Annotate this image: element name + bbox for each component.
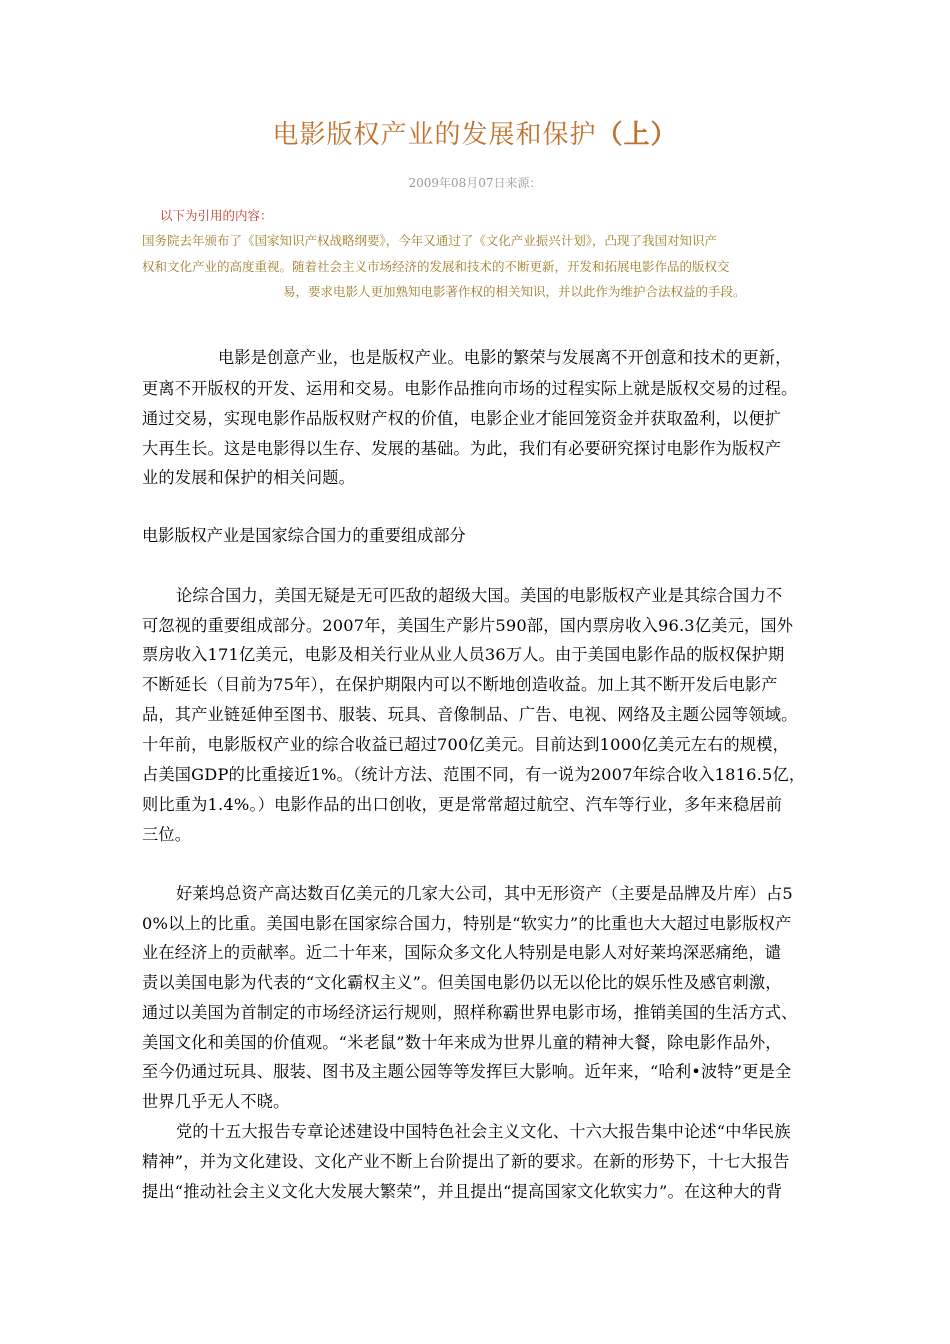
paragraph-line: 0%以上的比重。美国电影在国家综合国力，特别是“软实力”的比重也大大超过电影版权产 — [142, 914, 792, 933]
article-title-part: （上） — [596, 120, 678, 150]
quote-line: 易，要求电影人更加熟知电影著作权的相关知识，并以此作为维护合法权益的手段。 — [283, 284, 746, 299]
paragraph-line: 占美国GDP的比重接近1%。（统计方法、范围不同，有一说为2007年综合收入1816.5亿， — [142, 765, 806, 784]
paragraph-line: 电影是创意产业，也是版权产业。电影的繁荣与发展离不开创意和技术的更新， — [218, 348, 792, 367]
paragraph-line: 通过以美国为首制定的市场经济运行规则，照样称霸世界电影市场，推销美国的生活方式、 — [142, 1003, 798, 1022]
paragraph-line: 美国文化和美国的价值观。“米老鼠”数十年来成为世界儿童的精神大餐，除电影作品外， — [142, 1033, 782, 1052]
paragraph-line: 业的发展和保护的相关问题。 — [142, 468, 356, 487]
paragraph-line: 则比重为1.4%。）电影作品的出口创收，更是常常超过航空、汽车等行业，多年来稳居前 — [142, 795, 783, 814]
paragraph-line: 提出“推动社会主义文化大发展大繁荣”，并且提出“提高国家文化软实力”。在这种大的背 — [142, 1182, 783, 1201]
article-meta: 2009年08月07日来源： — [408, 176, 542, 190]
paragraph-line: 责以美国电影为代表的“文化霸权主义”。但美国电影仍以无以伦比的娱乐性及感官刺激， — [142, 973, 782, 992]
paragraph-line: 可忽视的重要组成部分。2007年，美国生产影片590部，国内票房收入96.3亿美元，国外 — [142, 616, 794, 635]
quote-line: 国务院去年颁布了《国家知识产权战略纲要》，今年又通过了《文化产业振兴计划》，凸现了我国对知识产 — [142, 233, 718, 248]
paragraph-line: 党的十五大报告专章论述建设中国特色社会主义文化、十六大报告集中论述“中华民族 — [176, 1122, 791, 1141]
paragraph-line: 大再生长。这是电影得以生存、发展的基础。为此，我们有必要研究探讨电影作为版权产 — [142, 439, 782, 458]
paragraph-line: 世界几乎无人不晓。 — [142, 1092, 290, 1111]
paragraph-line: 论综合国力，美国无疑是无可匹敌的超级大国。美国的电影版权产业是其综合国力不 — [176, 586, 783, 605]
article-title-main: 电影版权产业的发展和保护 — [272, 120, 597, 150]
paragraph-line: 至今仍通过玩具、服装、图书及主题公园等等发挥巨大影响。近年来，“哈利•波特”更是全 — [142, 1062, 792, 1081]
paragraph-line: 好莱坞总资产高达数百亿美元的几家大公司，其中无形资产（主要是品牌及片库）占5 — [176, 884, 793, 903]
quote-line: 权和文化产业的高度重视。随着社会主义市场经济的发展和技术的不断更新，开发和拓展电影作品的版权交 — [142, 259, 730, 274]
article-title — [0, 114, 950, 151]
paragraph-line: 品，其产业链延伸至图书、服装、玩具、音像制品、广告、电视、网络及主题公园等领域。 — [142, 705, 798, 724]
paragraph-line: 十年前，电影版权产业的综合收益已超过700亿美元。目前达到1000亿美元左右的规模， — [142, 735, 790, 754]
quote-label: 以下为引用的内容： — [160, 208, 273, 223]
paragraph-line: 三位。 — [142, 825, 192, 844]
paragraph-line: 精神”，并为文化建设、文化产业不断上台阶提出了新的要求。在新的形势下，十七大报告 — [142, 1152, 790, 1171]
paragraph-line: 业在经济上的贡献率。近二十年来，国际众多文化人特别是电影人对好莱坞深恶痛绝，谴 — [142, 943, 782, 962]
paragraph-line: 更离不开版权的开发、运用和交易。电影作品推向市场的过程实际上就是版权交易的过程。 — [142, 379, 798, 398]
paragraph-line: 通过交易，实现电影作品版权财产权的价值，电影企业才能回笼资金并获取盈利，以便扩 — [142, 409, 782, 428]
paragraph-line: 不断延长（目前为75年），在保护期限内可以不断地创造收益。加上其不断开发后电影产 — [142, 675, 778, 694]
paragraph-line: 票房收入171亿美元，电影及相关行业从业人员36万人。由于美国电影作品的版权保护期 — [142, 645, 785, 664]
section-heading: 电影版权产业是国家综合国力的重要组成部分 — [142, 526, 466, 545]
